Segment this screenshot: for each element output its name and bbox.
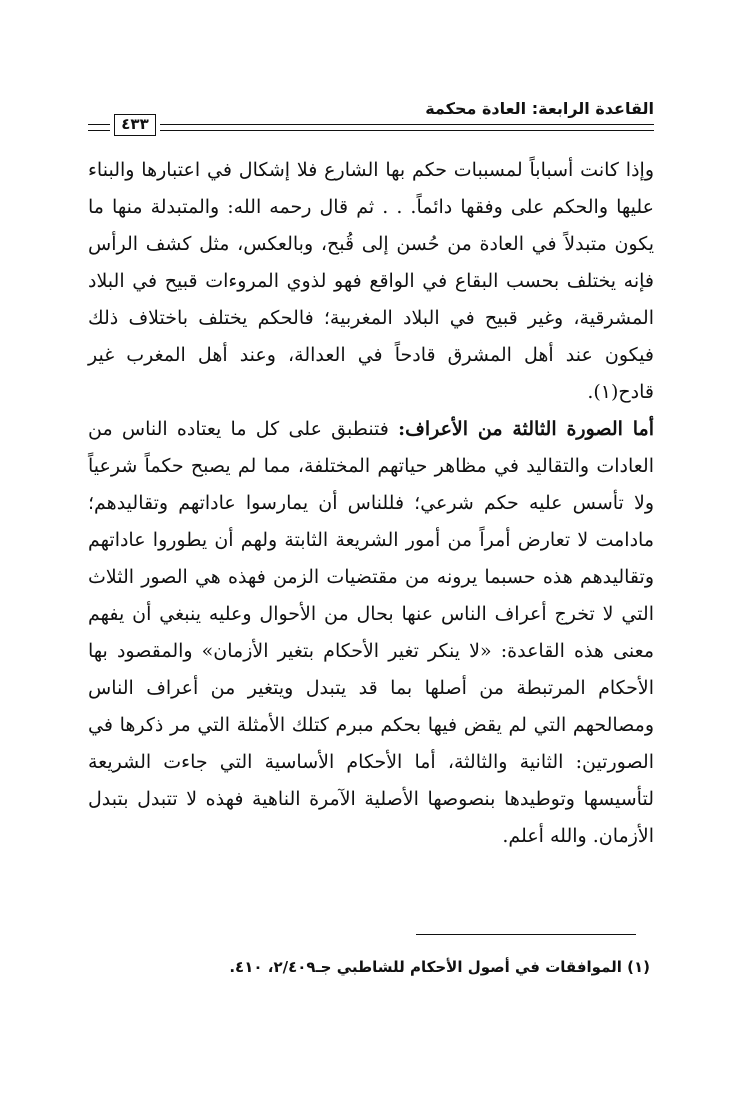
footnote: (١) الموافقات في أصول الأحكام للشاطبي جـ٢/٤٠٩، ٤١٠. — [229, 958, 650, 976]
paragraph-2-lead: أما الصورة الثالثة من الأعراف: — [398, 418, 655, 440]
paragraph-1 — [88, 152, 654, 411]
footnote-separator — [416, 934, 636, 935]
header-rule — [160, 124, 654, 132]
header-rule-left — [88, 124, 110, 132]
body-text — [88, 152, 654, 855]
page-header — [88, 97, 654, 137]
page-number: ٤٣٣ — [114, 114, 156, 136]
running-title: القاعدة الرابعة: العادة محكمة — [425, 99, 654, 118]
paragraph-2-text: فتنطبق على كل ما يعتاده الناس من العادات والتقاليد في مظاهر حياتهم المختلفة، مما لم يصبح حكماً شرعياً ولا تأسس عليه حكم شرعي؛ فللناس أن يمارسوا عاداتهم وتقاليدهم؛ مادامت لا تعارض أمراً من أمور الشريعة الثابتة ولهم أن يطوروا عاداتهم وتقاليدهم هذه حسبما يرونه من مقتضيات الزمن فهذه هي الصور الثلاث التي لا تخرج أعراف الناس عنها بحال من الأحوال وعليه ينبغي أن يفهم معنى هذه القاعدة: «لا ينكر تغير الأحكام بتغير الأزمان» والمقصود بها الأحكام المرتبطة من أصلها بما قد يتبدل ويتغير من أعراف الناس ومصالحهم التي لم يقض فيها بحكم مبرم كتلك الأمثلة التي مر ذكرها في الصورتين: الثانية والثالثة، أما الأحكام الأساسية التي جاءت الشريعة لتأسيسها وتوطيدها بنصوصها الأصلية الآمرة الناهية فهذه لا تتبدل بتبدل الأزمان. والله أعلم. — [88, 418, 654, 847]
paragraph-1-text: وإذا كانت أسباباً لمسببات حكم بها الشارع فلا إشكال في اعتبارها والبناء عليها والحكم على وفقها دائماً. . . ثم قال رحمه الله: والمتبدلة منها ما يكون متبدلاً في العادة من حُسن إلى قُبح، وبالعكس، مثل كشف الرأس فإنه يختلف بحسب البقاع في الواقع فهو لذوي المروءات قبيح في البلاد المشرقية، وغير قبيح في البلاد المغربية؛ فالحكم يختلف باختلاف ذلك فيكون عند أهل المشرق قادحاً في العدالة، وعند أهل المغرب غير قادح(١). — [88, 159, 654, 403]
paragraph-2 — [88, 411, 654, 855]
